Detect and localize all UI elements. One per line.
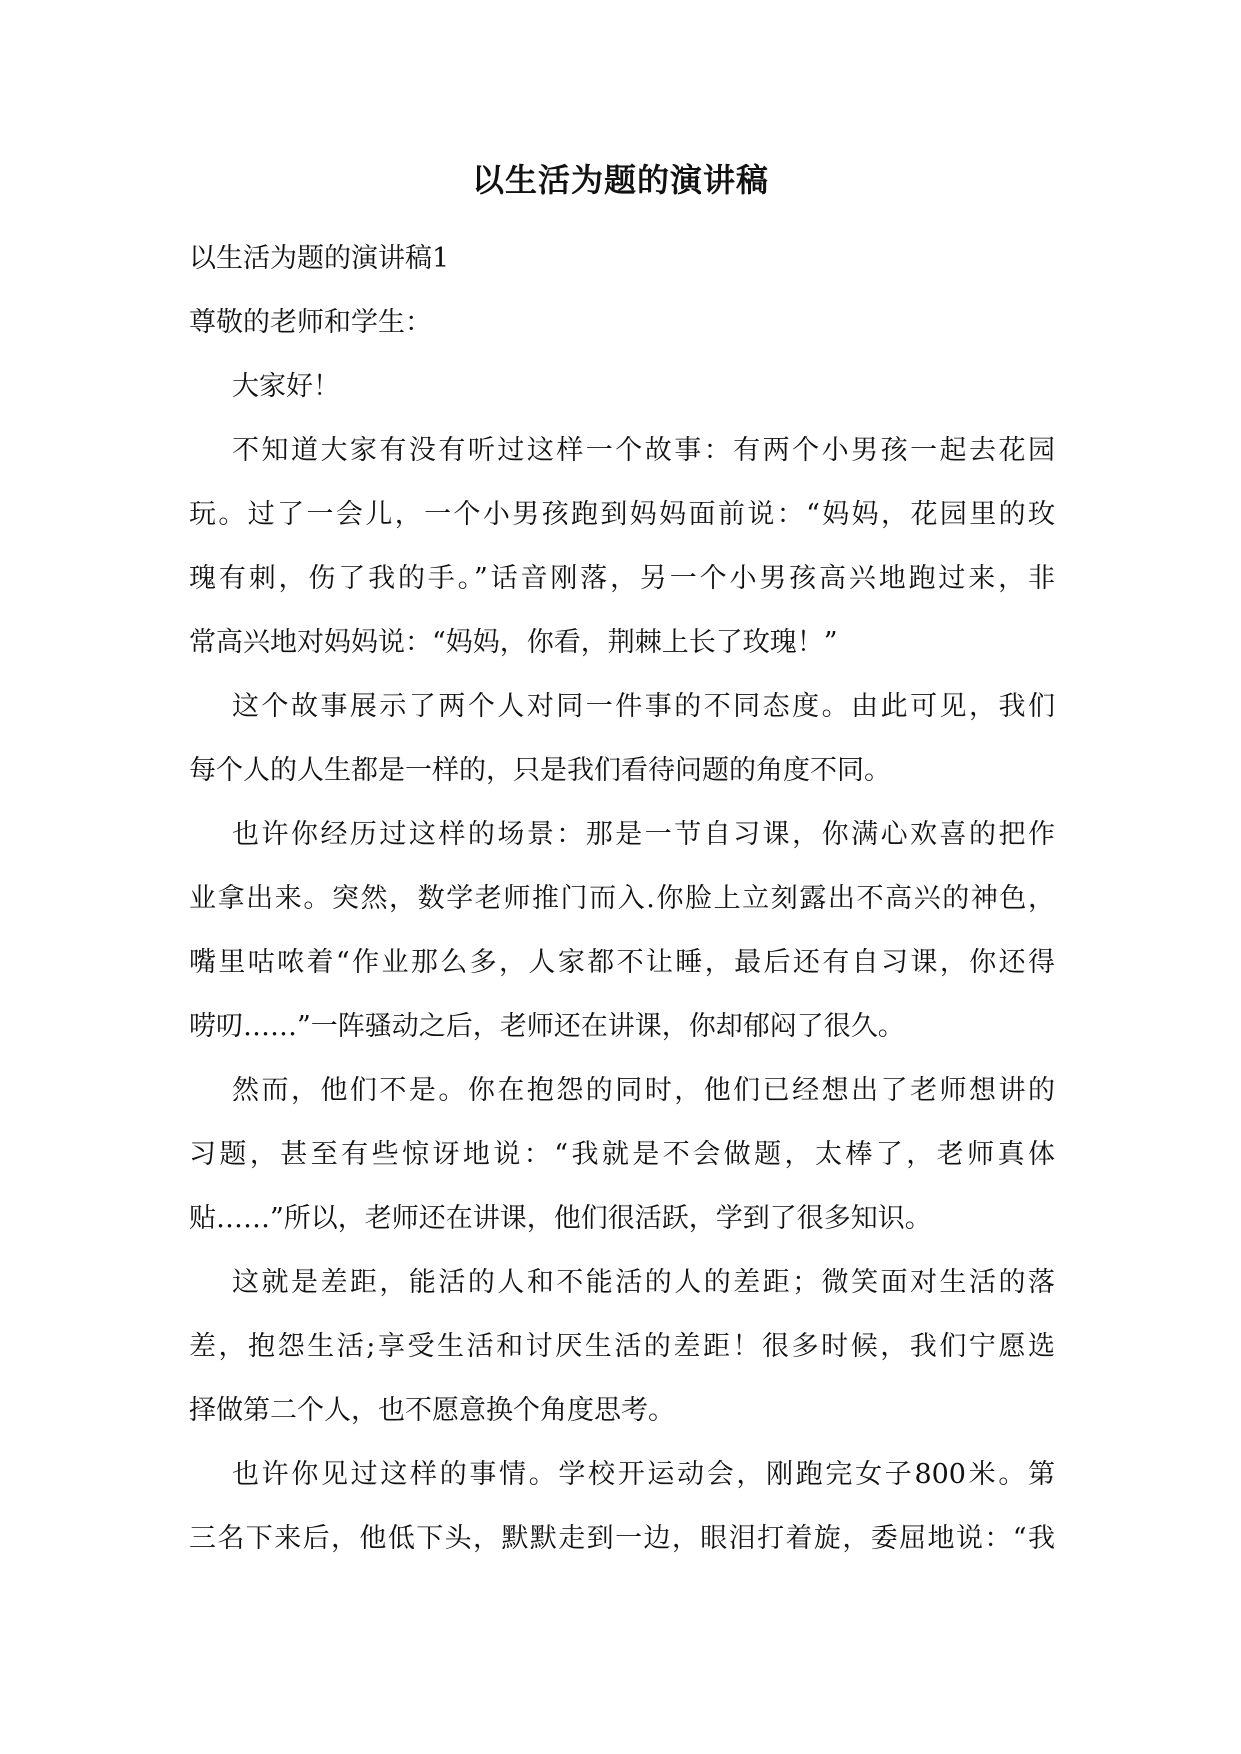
- paragraph-line: 瑰有刺，伤了我的手。”话音刚落，另一个小男孩高兴地跑过来，非: [189, 563, 1055, 594]
- paragraph-line: 这就是差距，能活的人和不能活的人的差距；微笑面对生活的落: [232, 1267, 1055, 1298]
- paragraph-line: 这个故事展示了两个人对同一件事的不同态度。由此可见，我们: [232, 691, 1055, 722]
- paragraph-line: 习题，甚至有些惊讶地说：“我就是不会做题，太棒了，老师真体: [189, 1139, 1055, 1170]
- paragraph-line: 每个人的人生都是一样的，只是我们看待问题的角度不同。: [189, 755, 891, 786]
- paragraph-line: 然而，他们不是。你在抱怨的同时，他们已经想出了老师想讲的: [232, 1075, 1055, 1106]
- salutation: 尊敬的老师和学生：: [189, 307, 432, 338]
- document-body: [189, 227, 1055, 1571]
- section-heading: 以生活为题的演讲稿1: [189, 243, 450, 274]
- paragraph-line: 业拿出来。突然，数学老师推门而入.你脸上立刻露出不高兴的神色，: [189, 883, 1055, 914]
- document-title: 以生活为题的演讲稿: [471, 161, 769, 199]
- paragraph-line: 唠叨……”一阵骚动之后，老师还在讲课，你却郁闷了很久。: [189, 1011, 905, 1042]
- paragraph-line: 贴……”所以，老师还在讲课，他们很活跃，学到了很多知识。: [189, 1203, 932, 1234]
- paragraph-line: 常高兴地对妈妈说：“妈妈，你看，荆棘上长了玫瑰！”: [189, 627, 838, 658]
- paragraph-line: 三名下来后，他低下头，默默走到一边，眼泪打着旋，委屈地说：“我: [189, 1523, 1055, 1554]
- paragraph-line: 也许你经历过这样的场景：那是一节自习课，你满心欢喜的把作: [232, 819, 1055, 850]
- paragraph-line: 不知道大家有没有听过这样一个故事：有两个小男孩一起去花园: [232, 435, 1055, 466]
- paragraph-line: 玩。过了一会儿，一个小男孩跑到妈妈面前说：“妈妈，花园里的玫: [189, 499, 1055, 530]
- paragraph-line: 差，抱怨生活;享受生活和讨厌生活的差距！很多时候，我们宁愿选: [189, 1331, 1055, 1362]
- paragraph-line: 嘴里咕哝着“作业那么多，人家都不让睡，最后还有自习课，你还得: [189, 947, 1055, 978]
- greeting: 大家好！: [232, 371, 340, 402]
- paragraph-line: 择做第二个人，也不愿意换个角度思考。: [189, 1395, 675, 1426]
- paragraph-line: 也许你见过这样的事情。学校开运动会，刚跑完女子800米。第: [232, 1459, 1055, 1490]
